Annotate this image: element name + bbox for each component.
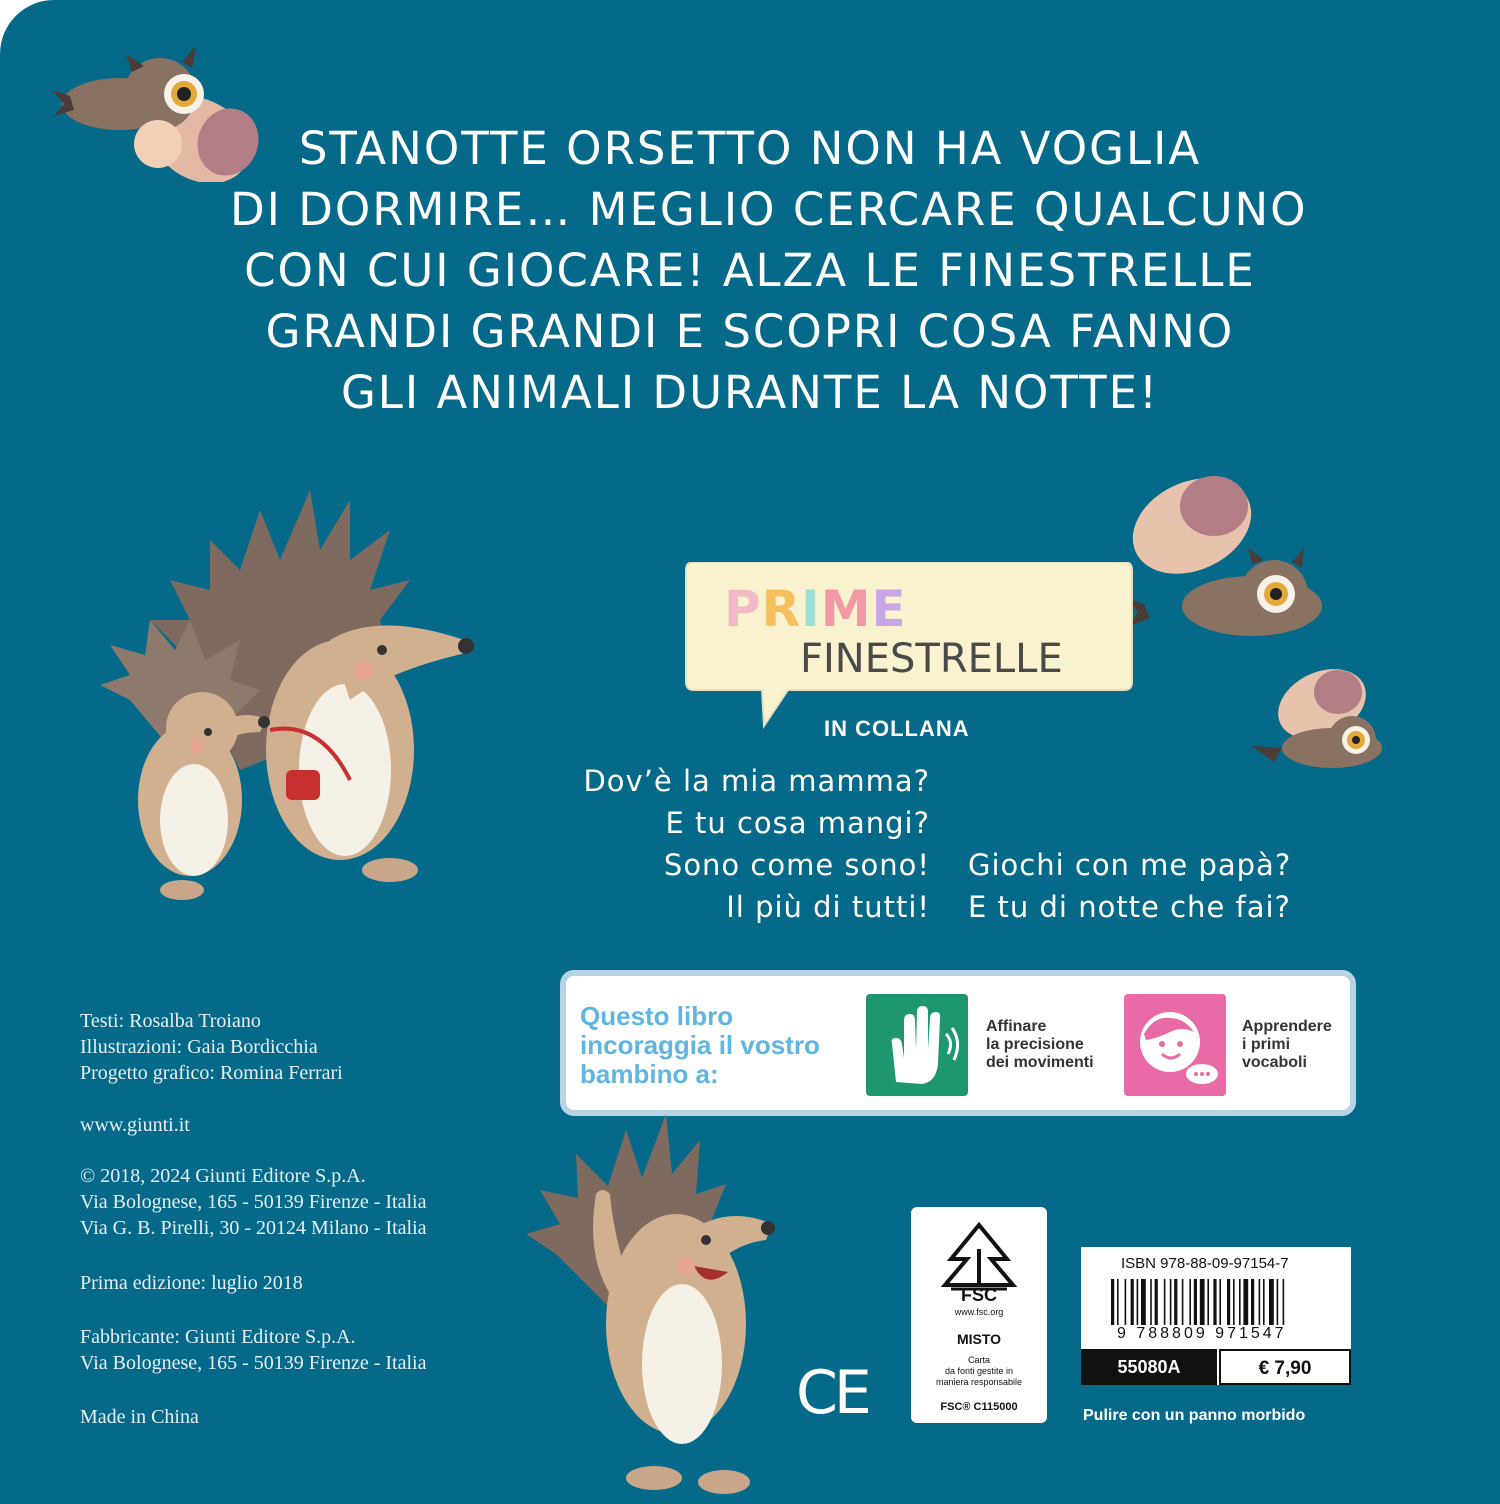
credit-line: Progetto grafico: Romina Ferrari	[80, 1062, 343, 1084]
credit-line: Via G. B. Pirelli, 30 - 20124 Milano - Italia	[80, 1217, 427, 1239]
credit-line: Testi: Rosalba Troiano	[80, 1010, 261, 1032]
barcode-bar	[1251, 1279, 1254, 1325]
barcode-bar	[1189, 1279, 1191, 1325]
prime-letter: P	[724, 580, 762, 638]
credit-line: Illustrazioni: Gaia Bordicchia	[80, 1036, 318, 1058]
credits-authors	[80, 1008, 343, 1086]
series-title: E tu di notte che fai?	[968, 890, 1291, 924]
credits-manufacturer	[80, 1324, 426, 1376]
series-logo	[680, 562, 1140, 742]
skill-label-vocabulary	[1242, 1018, 1332, 1072]
isbn-number: ISBN 978-88-09-97154-7	[1121, 1255, 1289, 1272]
barcode-bar	[1239, 1279, 1241, 1325]
barcode-bar	[1259, 1279, 1261, 1325]
skill-line: vocaboli	[1242, 1054, 1307, 1071]
barcode-bar	[1117, 1279, 1119, 1325]
prime-letter: E	[871, 580, 907, 638]
barcode-bar	[1155, 1279, 1158, 1325]
barcode-bar	[1213, 1279, 1216, 1325]
made-in: Made in China	[80, 1406, 199, 1428]
credit-line: Fabbricante: Giunti Editore S.p.A.	[80, 1326, 356, 1348]
ce-mark: CE	[796, 1358, 868, 1428]
barcode-bar	[1194, 1279, 1197, 1325]
blurb-line: CON CUI GIOCARE! ALZA LE FINESTRELLE	[244, 244, 1256, 297]
barcode-bar	[1263, 1279, 1265, 1325]
barcode-bar	[1269, 1279, 1274, 1325]
barcode-bar	[1243, 1279, 1248, 1325]
skills-intro	[580, 1002, 820, 1089]
barcode-bar	[1125, 1279, 1127, 1325]
series-titles-left	[550, 760, 930, 928]
series-title: Il più di tutti!	[726, 890, 930, 924]
back-cover-blurb	[230, 118, 1308, 423]
skill-line: Affinare	[986, 1018, 1047, 1035]
fsc-license-code: FSC® C115000	[940, 1401, 1018, 1413]
prime-letter: M	[820, 580, 872, 638]
prime-wordmark	[724, 580, 907, 638]
prime-letter: I	[801, 580, 821, 638]
skill-line: la precisione	[986, 1036, 1084, 1053]
credit-line: Via Bolognese, 165 - 50139 Firenze - Italia	[80, 1191, 427, 1213]
blurb-line: DI DORMIRE… MEGLIO CERCARE QUALCUNO	[230, 183, 1308, 236]
series-title: Giochi con me papà?	[968, 848, 1292, 882]
series-titles-right	[968, 844, 1291, 928]
barcode-bar	[1227, 1279, 1230, 1325]
credit-line: © 2018, 2024 Giunti Editore S.p.A.	[80, 1165, 366, 1187]
barcode-bar	[1141, 1279, 1146, 1325]
series-title: Sono come sono!	[663, 848, 930, 882]
fsc-description-line: Carta	[967, 1355, 990, 1365]
care-instructions: Pulire con un panno morbido	[1083, 1407, 1306, 1424]
series-title: Dov’è la mia mamma?	[583, 764, 930, 798]
hand-icon	[866, 994, 968, 1096]
blurb-line: STANOTTE ORSETTO NON HA VOGLIA	[298, 122, 1202, 175]
product-code: 55080A	[1081, 1349, 1217, 1385]
fsc-wordmark: FSC	[961, 1285, 997, 1305]
blurb-line: GRANDI GRANDI E SCOPRI COSA FANNO	[265, 305, 1235, 358]
barcode-bar	[1131, 1279, 1134, 1325]
barcode-bar	[1283, 1279, 1285, 1325]
barcode-bar	[1164, 1279, 1166, 1325]
child-speech-icon	[1124, 994, 1226, 1096]
first-edition: Prima edizione: luglio 2018	[80, 1272, 303, 1294]
barcode-digits: 9 788809 971547	[1117, 1325, 1287, 1342]
credit-line: Via Bolognese, 165 - 50139 Firenze - Italia	[80, 1352, 427, 1374]
skills-intro-line: incoraggia il vostro	[580, 1030, 820, 1060]
fsc-misto: MISTO	[956, 1331, 1002, 1347]
barcode-bar	[1219, 1279, 1221, 1325]
barcode-bar	[1111, 1279, 1114, 1325]
barcode-bar	[1277, 1279, 1279, 1325]
price: € 7,90	[1219, 1349, 1351, 1385]
fsc-description-line: maniera responsabile	[935, 1377, 1023, 1387]
skill-line: Apprendere	[1242, 1018, 1332, 1035]
isbn-barcode-block	[1081, 1247, 1351, 1385]
waving-hedgehog-illustration	[516, 1094, 786, 1504]
barcode-bar	[1170, 1279, 1172, 1325]
barcode-bar	[1137, 1279, 1139, 1325]
barcode-bar	[1174, 1279, 1177, 1325]
credits-copyright	[80, 1163, 427, 1241]
series-title: E tu cosa mangi?	[665, 806, 930, 840]
skills-intro-line: Questo libro	[580, 1001, 734, 1031]
skill-line: dei movimenti	[986, 1054, 1094, 1071]
finestrelle-wordmark: FINESTRELLE	[800, 636, 1063, 682]
fsc-description-line: da fonti gestite in	[944, 1366, 1014, 1376]
barcode-bar	[1200, 1279, 1205, 1325]
in-collana-heading: IN COLLANA	[824, 716, 970, 741]
fsc-description	[911, 1355, 1047, 1388]
skills-intro-line: bambino a:	[580, 1059, 719, 1089]
barcode-bar	[1233, 1279, 1235, 1325]
fsc-tree-icon	[911, 1215, 1047, 1295]
fsc-website: www.fsc.org	[954, 1307, 1004, 1317]
skill-label-movement	[986, 1018, 1094, 1072]
prime-letter: R	[761, 580, 802, 638]
barcode-bar	[1182, 1279, 1184, 1325]
skill-line: i primi	[1242, 1036, 1291, 1053]
barcode-bar	[1207, 1279, 1209, 1325]
owl-moth-illustration-right	[1122, 456, 1382, 776]
fsc-label	[911, 1207, 1047, 1423]
publisher-website: www.giunti.it	[80, 1114, 190, 1136]
blurb-line: GLI ANIMALI DURANTE LA NOTTE!	[340, 366, 1160, 419]
barcode-bar	[1150, 1279, 1152, 1325]
hedgehog-family-illustration	[90, 470, 490, 930]
